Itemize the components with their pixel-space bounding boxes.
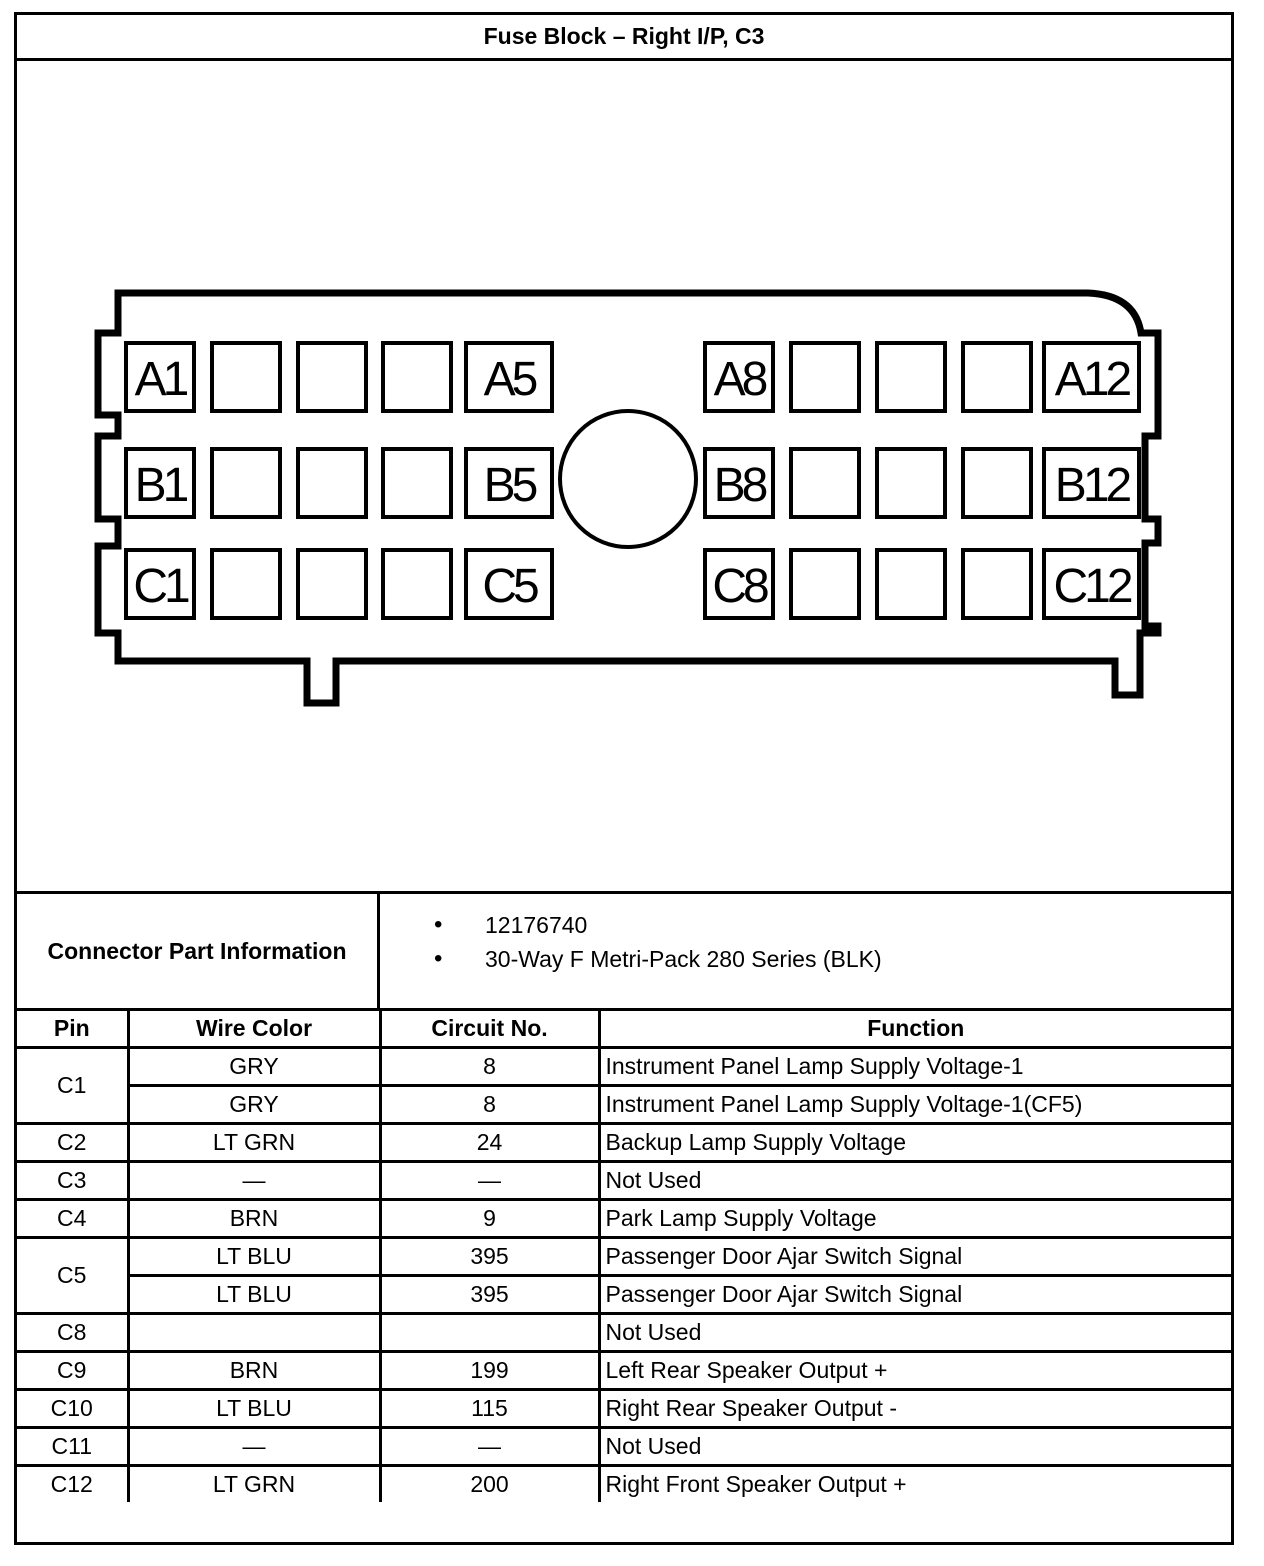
pin-cell: C3 [17,1162,128,1200]
cavity-box [963,343,1031,411]
function-cell: Not Used [599,1162,1231,1200]
wire-color-cell: LT GRN [128,1466,380,1503]
part-info-item: • 30-Way F Metri-Pack 280 Series (BLK) [380,942,1231,976]
pin-cell: C2 [17,1124,128,1162]
cavity-empty [212,550,280,618]
function-cell: Not Used [599,1314,1231,1352]
page-title: Fuse Block – Right I/P, C3 [17,15,1231,61]
cavity-empty [877,449,945,517]
function-cell: Passenger Door Ajar Switch Signal [599,1276,1231,1314]
cavity-box [298,343,366,411]
cavity-label: C12 [1053,560,1130,613]
cavity-box [383,449,451,517]
cavity-empty [963,550,1031,618]
cavity-a12 [1044,343,1139,411]
part-info-item: • 12176740 [380,908,1231,942]
part-info-label: Connector Part Information [17,894,380,1008]
cavity-label: C1 [133,560,187,613]
circuit-cell: — [380,1162,599,1200]
cavity-box [877,449,945,517]
cavity-c12 [1044,550,1139,618]
cavity-empty [383,449,451,517]
table-header-row [17,1011,1231,1048]
wire-color-cell: LT BLU [128,1276,380,1314]
table-row [17,1238,1231,1276]
connector-face-diagram [3,3,1264,833]
header-wire-color: Wire Color [128,1011,380,1048]
circuit-cell: 8 [380,1048,599,1086]
cavity-empty [212,343,280,411]
function-cell: Instrument Panel Lamp Supply Voltage-1 [599,1048,1231,1086]
function-cell: Right Front Speaker Output + [599,1466,1231,1503]
cavity-label: C8 [712,560,766,613]
table-row [17,1466,1231,1503]
cavity-box [963,550,1031,618]
connector-housing-outline [98,293,1158,703]
table-row [17,1200,1231,1238]
function-cell: Left Rear Speaker Output + [599,1352,1231,1390]
cavity-empty [791,550,859,618]
function-cell: Park Lamp Supply Voltage [599,1200,1231,1238]
cavity-label: B5 [483,459,535,512]
cavity-label: A8 [713,353,765,406]
wire-color-cell: GRY [128,1048,380,1086]
table-row [17,1086,1231,1124]
function-cell: Instrument Panel Lamp Supply Voltage-1(CF5) [599,1086,1231,1124]
cavity-empty [877,343,945,411]
table-row [17,1390,1231,1428]
cavity-a1 [126,343,194,411]
cavity-empty [877,550,945,618]
function-cell: Right Rear Speaker Output - [599,1390,1231,1428]
header-circuit-no: Circuit No. [380,1011,599,1048]
wire-color-cell: — [128,1162,380,1200]
circuit-cell: 395 [380,1276,599,1314]
table-row [17,1162,1231,1200]
cavity-empty [212,449,280,517]
table-row [17,1276,1231,1314]
cavity-a5 [466,343,552,411]
circuit-cell: 199 [380,1352,599,1390]
pin-cell: C10 [17,1390,128,1428]
cavity-empty [383,550,451,618]
circuit-cell [380,1314,599,1352]
cavity-a8 [705,343,773,411]
header-pin: Pin [17,1011,128,1048]
part-info-list [380,894,1231,1022]
wire-color-cell [128,1314,380,1352]
cavity-box [877,550,945,618]
cavity-label: B12 [1054,459,1129,512]
connector-diagram-area [17,61,1231,891]
function-cell: Passenger Door Ajar Switch Signal [599,1238,1231,1276]
connector-sheet [14,12,1234,1545]
pinout-table [17,1011,1231,1502]
wire-color-cell: — [128,1428,380,1466]
cavity-box [791,550,859,618]
cavity-box [877,343,945,411]
cavity-label: B1 [134,459,186,512]
cavity-box [212,449,280,517]
pin-cell: C5 [17,1238,128,1314]
circuit-cell: 395 [380,1238,599,1276]
cavity-box [963,449,1031,517]
cavity-label: B8 [713,459,765,512]
table-row [17,1048,1231,1086]
cavity-box [383,550,451,618]
function-cell: Backup Lamp Supply Voltage [599,1124,1231,1162]
cavity-c1 [126,550,194,618]
cavity-box [791,343,859,411]
cavity-empty [298,550,366,618]
pin-cell: C9 [17,1352,128,1390]
wire-color-cell: GRY [128,1086,380,1124]
table-row [17,1352,1231,1390]
function-cell: Not Used [599,1428,1231,1466]
cavity-b8 [705,449,773,517]
wire-color-cell: LT BLU [128,1390,380,1428]
header-function: Function [599,1011,1231,1048]
circuit-cell: 8 [380,1086,599,1124]
cavity-label: A1 [134,353,186,406]
cavity-label: C5 [482,560,536,613]
cavity-c5 [466,550,552,618]
cavity-box [383,343,451,411]
pin-cell: C4 [17,1200,128,1238]
cavity-box [212,343,280,411]
circuit-cell: 200 [380,1466,599,1503]
cavity-b1 [126,449,194,517]
cavity-grid [126,343,1139,618]
table-row [17,1428,1231,1466]
pin-cell: C12 [17,1466,128,1503]
wire-color-cell: LT GRN [128,1124,380,1162]
cavity-label: A12 [1054,353,1129,406]
wire-color-cell: BRN [128,1200,380,1238]
circuit-cell: 115 [380,1390,599,1428]
table-row [17,1314,1231,1352]
cavity-empty [963,449,1031,517]
cavity-b5 [466,449,552,517]
cavity-empty [298,449,366,517]
cavity-box [212,550,280,618]
cavity-empty [791,343,859,411]
cavity-empty [383,343,451,411]
wire-color-cell: LT BLU [128,1238,380,1276]
circuit-cell: 24 [380,1124,599,1162]
connector-part-info [17,891,1231,1011]
connector-center-keyway [560,411,696,547]
pin-cell: C8 [17,1314,128,1352]
cavity-box [298,550,366,618]
cavity-c8 [705,550,773,618]
cavity-empty [963,343,1031,411]
pin-cell: C11 [17,1428,128,1466]
pin-cell: C1 [17,1048,128,1124]
cavity-box [791,449,859,517]
cavity-label: A5 [483,353,535,406]
circuit-cell: — [380,1428,599,1466]
cavity-empty [298,343,366,411]
table-row [17,1124,1231,1162]
cavity-b12 [1044,449,1139,517]
cavity-empty [791,449,859,517]
wire-color-cell: BRN [128,1352,380,1390]
cavity-box [298,449,366,517]
circuit-cell: 9 [380,1200,599,1238]
